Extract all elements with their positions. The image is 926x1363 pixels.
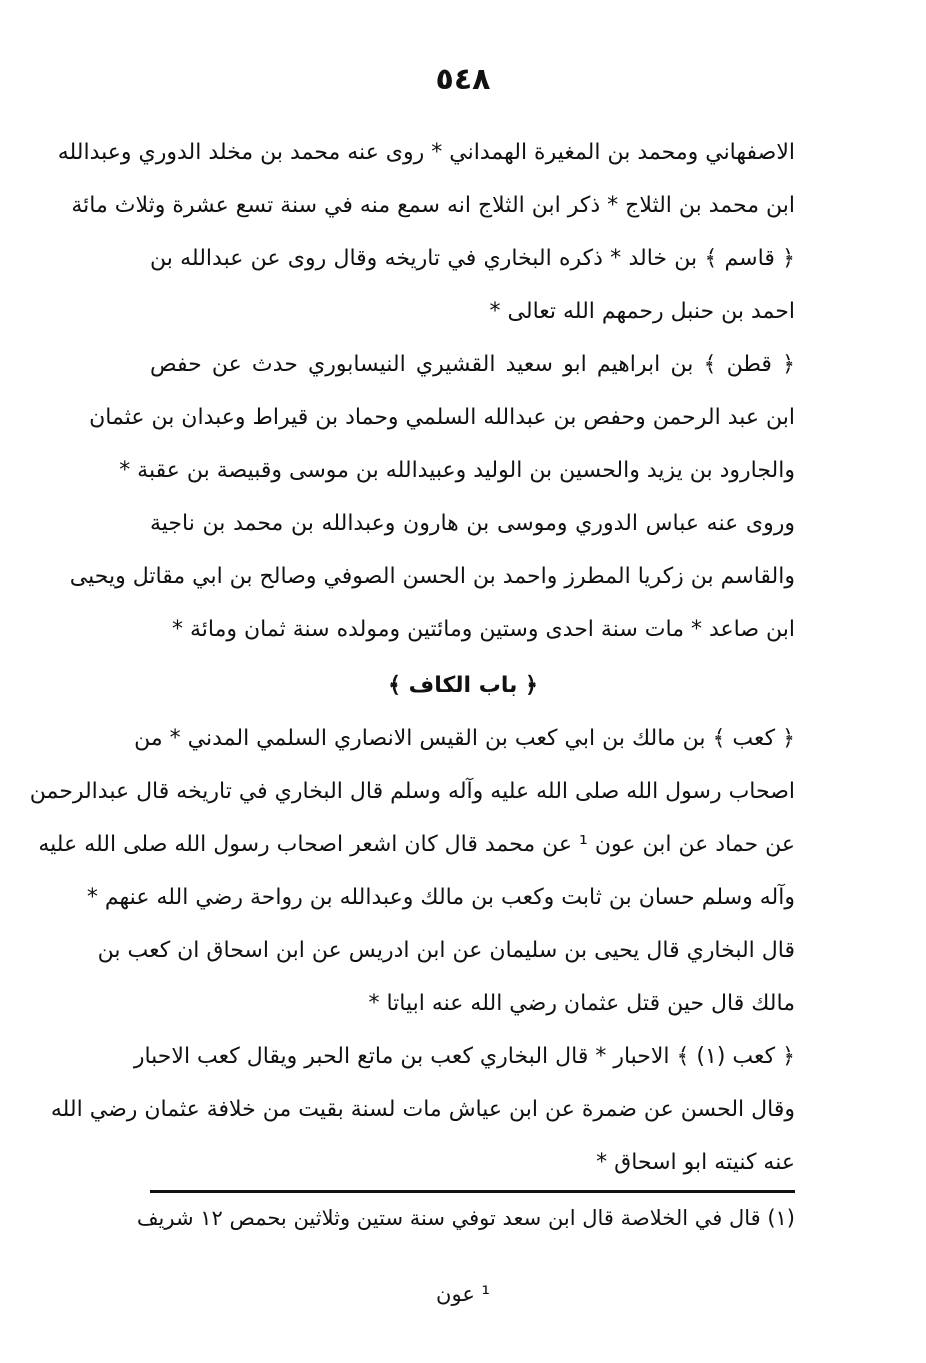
catchword: ¹ عون — [436, 1282, 490, 1306]
text-line: الاصفهاني ومحمد بن المغيرة الهمداني * روى عنه محمد بن مخلد الدوري وعبدالله — [57, 140, 795, 165]
text-line: والجارود بن يزيد والحسين بن الوليد وعبيدالله بن موسى وقبيصة بن عقبة * — [119, 458, 795, 483]
page-number: ٥٤٨ — [435, 62, 491, 97]
text-line: ﴿ كعب (١) ﴾ الاحبار * قال البخاري كعب بن ماتع الحبر ويقال كعب الاحبار — [133, 1044, 795, 1069]
text-line: ابن عبد الرحمن وحفص بن عبدالله السلمي وحماد بن قيراط وعبدان بن عثمان — [89, 405, 795, 430]
text-line: ﴿ قاسم ﴾ بن خالد * ذكره البخاري في تاريخه وقال روى عن عبدالله بن — [150, 246, 795, 271]
footnote: (١) قال في الخلاصة قال ابن سعد توفي سنة ستين وثلاثين بحمص ١٢ شريف — [136, 1206, 795, 1230]
text-line: وآله وسلم حسان بن ثابت وكعب بن مالك وعبدالله بن رواحة رضي الله عنهم * — [86, 885, 795, 910]
text-line: وروى عنه عباس الدوري وموسى بن هارون وعبدالله بن محمد بن ناجية — [150, 511, 795, 536]
text-line: قال البخاري قال يحيى بن سليمان عن ابن ادريس عن ابن اسحاق ان كعب بن — [97, 938, 795, 963]
text-line: عن حماد عن ابن عون ¹ عن محمد قال كان اشعر اصحاب رسول الله صلى الله عليه — [38, 832, 795, 857]
text-line: ابن محمد بن الثلاج * ذكر ابن الثلاج انه سمع منه في سنة تسع عشرة وثلاث مائة — [71, 193, 795, 218]
section-heading: ﴿ باب الكاف ﴾ — [388, 673, 538, 698]
text-line: مالك قال حين قتل عثمان رضي الله عنه ابياتا * — [368, 991, 795, 1016]
text-line: ﴿ قطن ﴾ بن ابراهيم ابو سعيد القشيري النيسابوري حدث عن حفص — [150, 352, 795, 377]
text-line: اصحاب رسول الله صلى الله عليه وآله وسلم قال البخاري في تاريخه قال عبدالرحمن — [29, 779, 795, 804]
footnote-divider — [150, 1190, 795, 1193]
text-block-lower — [29, 712, 795, 1189]
text-line: ﴿ كعب ﴾ بن مالك بن ابي كعب بن القيس الانصاري السلمي المدني * من — [134, 726, 795, 751]
text-line: وقال الحسن عن ضمرة عن ابن عياش مات لسنة بقيت من خلافة عثمان رضي الله — [50, 1097, 795, 1122]
text-block-upper — [57, 126, 795, 656]
text-line: ابن صاعد * مات سنة احدى وستين ومائتين ومولده سنة ثمان ومائة * — [172, 617, 795, 642]
text-line: عنه كنيته ابو اسحاق * — [596, 1150, 795, 1175]
text-line: احمد بن حنبل رحمهم الله تعالى * — [489, 299, 795, 324]
text-line: والقاسم بن زكريا المطرز واحمد بن الحسن الصوفي وصالح بن ابي مقاتل ويحيى — [69, 564, 795, 589]
